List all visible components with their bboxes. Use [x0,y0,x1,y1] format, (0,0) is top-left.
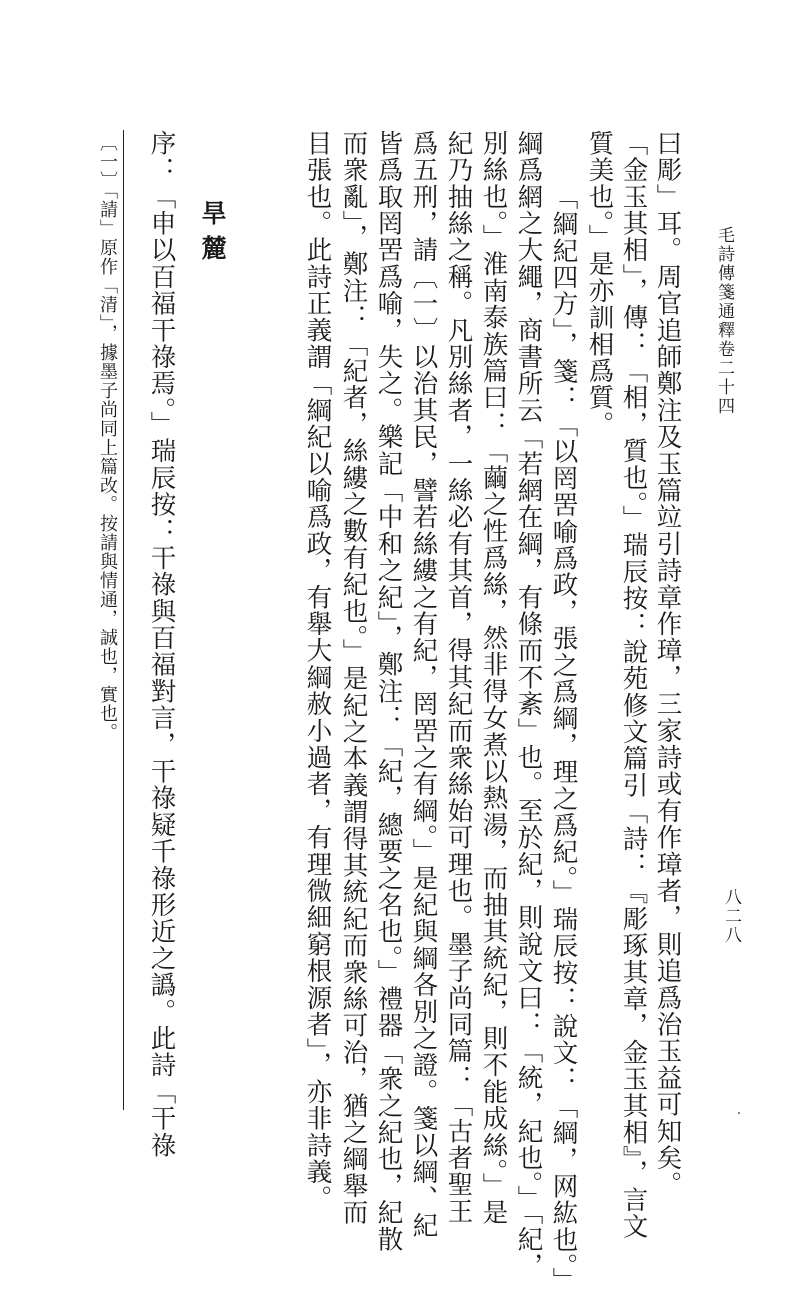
text-column-4: 「綱紀四方」，箋：「以罔罟喻爲政，張之爲綱，理之爲紀。」瑞辰按：說文：「綱，网紘也。」 [548,184,579,1294]
section-title: 旱麓 [198,200,227,270]
footnote: 〔一〕「請」原作「清」，據墨子尚同上篇改。按請與情通，誠也，實也。 [97,133,118,742]
text-column-10: 而衆亂」，鄭注：「紀者，絲縷之數有紀也。」是紀之本義謂得其統紀而衆絲可治，猶之綱舉而 [338,130,369,1226]
footnote-divider [123,130,124,1110]
text-column-3: 質美也。」是亦訓相爲質。 [584,130,615,438]
text-column-6: 別絲也。」淮南泰族篇曰：「繭之性爲絲，然非得女煮以熱湯，而抽其統紀，則不能成絲。」是 [478,130,509,1226]
text-column-2: 「金玉其相」，傳：「相，質也。」瑞辰按：說苑修文篇引「詩：『彫琢其章，金玉其相』，言文 [618,130,649,1240]
text-column-8: 爲五刑，請〔一〕以治其民，譬若絲縷之有紀，罔罟之有綱。」是紀與綱各別之證。箋以綱、紀 [408,130,439,1239]
text-column-5: 綱爲網之大繩，商書所云「若網在綱，有條而不紊」也。至於紀，則說文曰：「統，紀也。」「紀， [513,130,544,1280]
preface-column: 序：「申以百福干祿焉。」瑞辰按：干祿與百福對言，干祿疑千祿形近之譌。此詩「干祿 [146,130,177,1159]
text-column-1: 曰彫」耳。周官追師鄭注及玉篇竝引詩章作璋，三家詩或有作璋者，則追爲治玉益可知矣。 [652,130,683,1198]
text-column-9: 皆爲取罔罟爲喻，失之。樂記「中和之紀」，鄭注：「紀，總要之名也。」禮器「衆之紀也，紀散 [373,130,404,1253]
text-column-11: 目張也。此詩正義謂「綱紀以喻爲政，有舉大綱赦小過者，有理微細窮根源者」，亦非詩義。 [302,130,333,1212]
scan-speck [738,1112,740,1114]
running-title: 毛詩傳箋通釋卷二十四 [714,226,734,416]
page-number: 八二八 [721,888,741,945]
text-column-7: 紀乃抽絲之稱。凡別絲者，一絲必有其首，得其紀而衆絲始可理也。墨子尚同篇：「古者聖王 [443,130,474,1225]
